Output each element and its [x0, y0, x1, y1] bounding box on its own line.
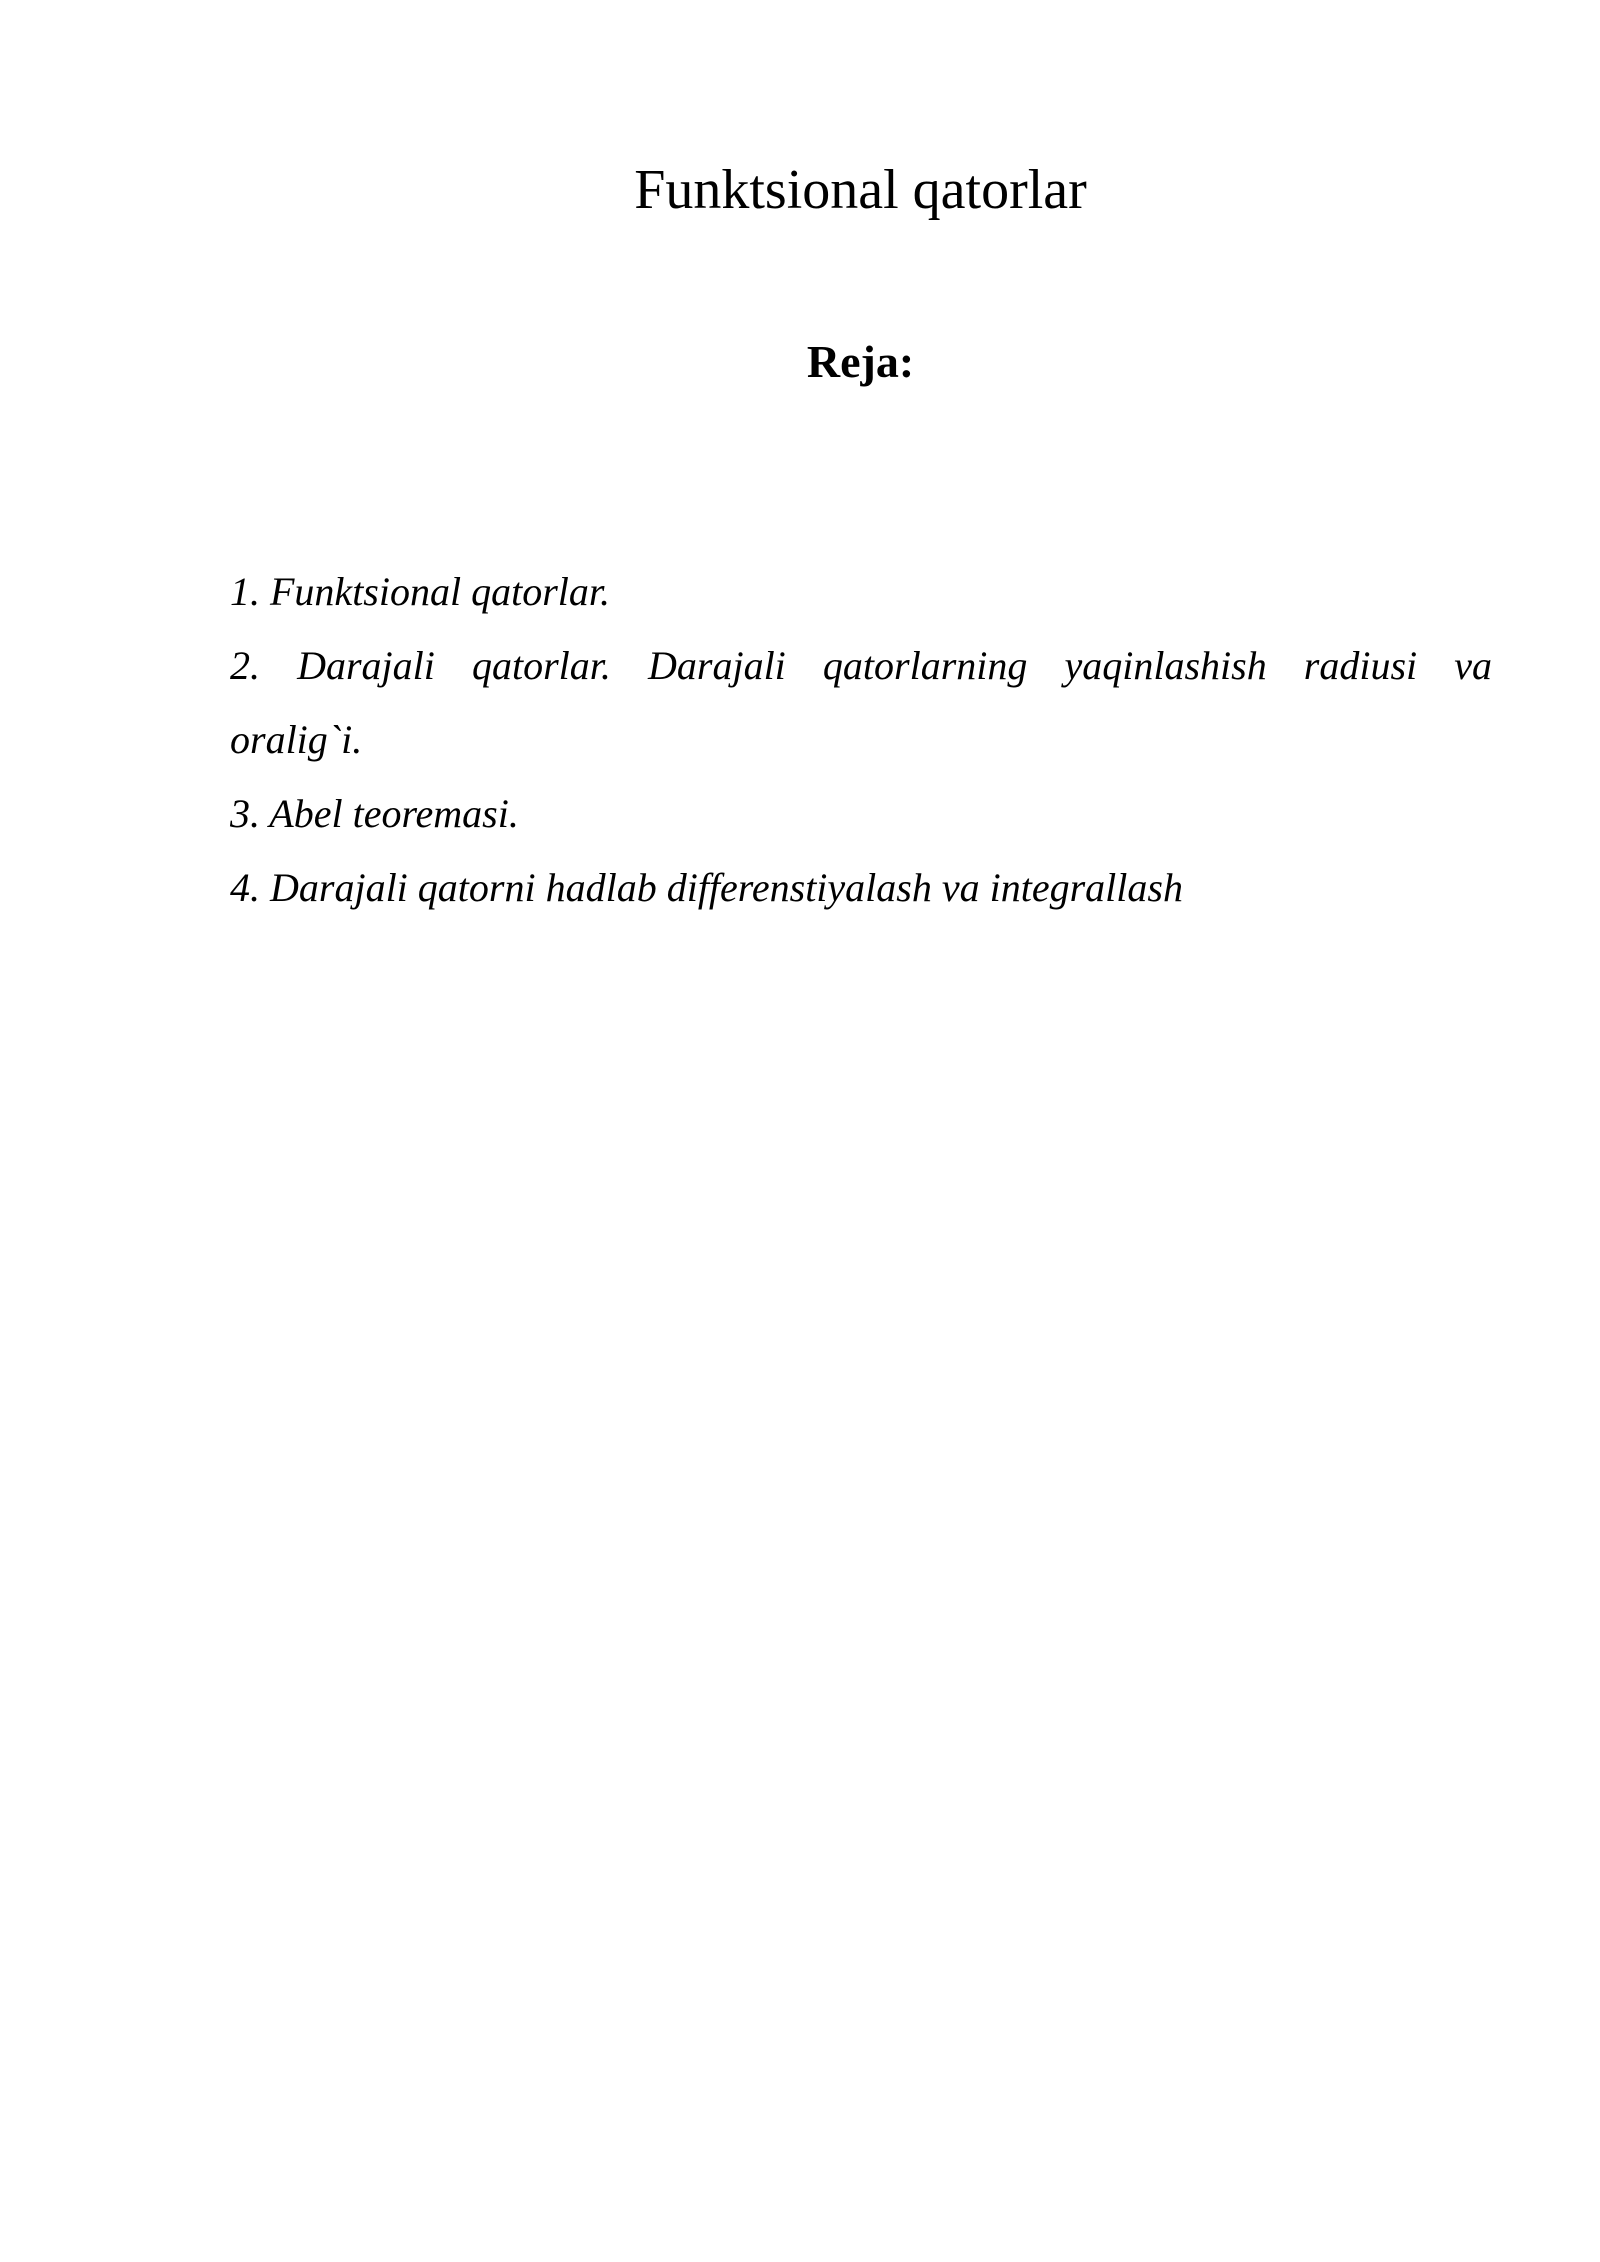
plan-list [230, 555, 1492, 925]
plan-item-1: 1. Funktsional qatorlar. [230, 569, 611, 614]
plan-item-3: 3. Abel teoremasi. [230, 791, 519, 836]
plan-heading: Reja: [806, 336, 915, 387]
plan-item-4: 4. Darajali qatorni hadlab differenstiyalash va integrallash [230, 865, 1183, 910]
plan-item-2-line-1: 2. Darajali qatorlar. Darajali qatorlarning yaqinlashish radiusi va [230, 643, 1492, 688]
plan-item-2-line-2: oralig`i. [230, 717, 363, 762]
page-title: Funktsional qatorlar [634, 159, 1087, 221]
plan-item-2 [230, 629, 1492, 777]
